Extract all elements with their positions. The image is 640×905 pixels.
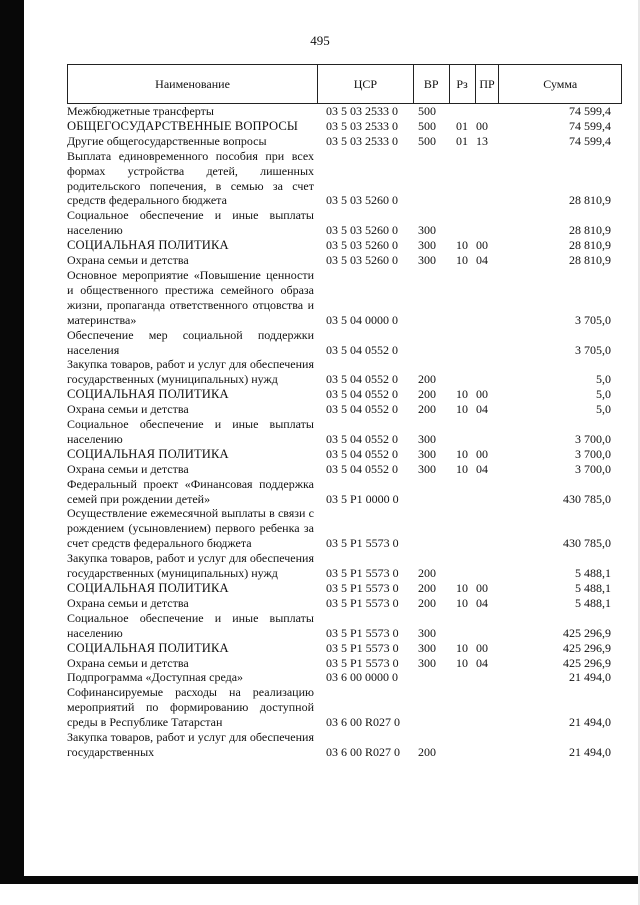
table-row (67, 551, 622, 581)
row-sum: 28 810,9 (569, 223, 611, 238)
row-csr: 03 5 04 0552 0 (326, 372, 398, 387)
row-name: Закупка товаров, работ и услуг для обеспечения государственных (муниципальных) нужд (67, 551, 314, 581)
row-rz: 10 (456, 655, 468, 670)
row-pr: 04 (476, 595, 488, 610)
row-rz: 10 (456, 253, 468, 268)
row-csr: 03 5 P1 5573 0 (326, 581, 399, 595)
row-sum: 21 494,0 (569, 744, 611, 759)
row-sum: 3 705,0 (575, 312, 611, 327)
table-row (67, 656, 622, 671)
row-rz: 10 (456, 640, 468, 655)
row-pr: 00 (476, 238, 488, 253)
table-row (67, 417, 622, 447)
row-csr: 03 5 04 0552 0 (326, 461, 398, 476)
row-csr: 03 5 03 5260 0 (326, 193, 398, 208)
row-sum: 425 296,9 (563, 640, 611, 655)
row-sum: 74 599,4 (569, 118, 611, 133)
row-name: Закупка товаров, работ и услуг для обеспечения государственных (муниципальных) нужд (67, 357, 314, 387)
row-vr: 200 (418, 744, 436, 759)
row-vr: 200 (418, 402, 436, 417)
table-row (67, 268, 622, 328)
row-csr: 03 5 04 0552 0 (326, 402, 398, 417)
row-name: СОЦИАЛЬНАЯ ПОЛИТИКА (67, 581, 229, 595)
row-rz: 01 (456, 133, 468, 148)
row-name: СОЦИАЛЬНАЯ ПОЛИТИКА (67, 387, 229, 402)
row-sum: 5 488,1 (575, 581, 611, 595)
row-sum: 5 488,1 (575, 566, 611, 581)
table-row (67, 447, 622, 462)
row-vr: 300 (418, 431, 436, 446)
row-pr: 00 (476, 581, 488, 595)
row-vr: 500 (418, 118, 436, 133)
row-name: ОБЩЕГОСУДАРСТВЕННЫЕ ВОПРОСЫ (67, 118, 298, 133)
row-pr: 00 (476, 118, 488, 133)
row-vr: 500 (418, 133, 436, 148)
row-csr: 03 5 P1 5573 0 (326, 536, 399, 551)
row-sum: 5,0 (596, 402, 611, 417)
row-csr: 03 5 04 0552 0 (326, 446, 398, 461)
header-pr: ПР (476, 65, 500, 103)
row-rz: 10 (456, 461, 468, 476)
row-sum: 3 705,0 (575, 342, 611, 357)
row-name: Другие общегосударственные вопросы (67, 133, 267, 148)
row-vr: 200 (418, 595, 436, 610)
row-sum: 3 700,0 (575, 461, 611, 476)
row-vr: 300 (418, 223, 436, 238)
row-sum: 28 810,9 (569, 238, 611, 253)
row-name: Обеспечение мер социальной поддержки населения (67, 327, 314, 357)
scan-left-edge (0, 0, 24, 884)
table-row (67, 149, 622, 209)
row-pr: 04 (476, 402, 488, 417)
table-body (67, 104, 622, 760)
row-sum: 3 700,0 (575, 431, 611, 446)
row-name: Охрана семьи и детства (67, 655, 189, 670)
row-rz: 01 (456, 118, 468, 133)
table-row (67, 328, 622, 358)
row-csr: 03 5 P1 5573 0 (326, 640, 399, 655)
row-vr: 300 (418, 655, 436, 670)
row-name: Федеральный проект «Финансовая поддержка семей при рождении детей» (67, 476, 314, 506)
row-pr: 13 (476, 133, 488, 148)
row-sum: 425 296,9 (563, 655, 611, 670)
table-row (67, 208, 622, 238)
table-row (67, 730, 622, 760)
row-csr: 03 5 03 2533 0 (326, 133, 398, 148)
row-name: Закупка товаров, работ и услуг для обеспечения государственных (67, 730, 314, 759)
header-vr: ВР (414, 65, 450, 103)
row-csr: 03 5 04 0552 0 (326, 342, 398, 357)
row-sum: 3 700,0 (575, 446, 611, 461)
row-csr: 03 5 04 0000 0 (326, 312, 398, 327)
header-sum: Сумма (543, 76, 578, 91)
row-pr: 00 (476, 640, 488, 655)
table-header (67, 64, 622, 104)
row-name: Межбюджетные трансферты (67, 104, 214, 118)
row-sum: 430 785,0 (563, 491, 611, 506)
table-row (67, 134, 622, 149)
row-sum: 425 296,9 (563, 625, 611, 640)
table-row (67, 104, 622, 119)
row-vr: 300 (418, 238, 436, 253)
row-csr: 03 5 P1 5573 0 (326, 566, 399, 581)
row-sum: 5 488,1 (575, 595, 611, 610)
row-name: СОЦИАЛЬНАЯ ПОЛИТИКА (67, 640, 229, 655)
scan-bottom-edge (0, 876, 640, 884)
row-vr: 300 (418, 625, 436, 640)
row-name: Охрана семьи и детства (67, 402, 189, 417)
row-csr: 03 5 03 2533 0 (326, 118, 398, 133)
row-vr: 200 (418, 372, 436, 387)
row-vr: 300 (418, 253, 436, 268)
page-number: 495 (310, 33, 330, 48)
row-pr: 04 (476, 655, 488, 670)
table-row (67, 402, 622, 417)
row-name: Охрана семьи и детства (67, 461, 189, 476)
table-row (67, 462, 622, 477)
table-row (67, 357, 622, 387)
row-sum: 5,0 (596, 372, 611, 387)
row-rz: 10 (456, 238, 468, 253)
header-rz: Рз (450, 65, 476, 103)
table-row (67, 596, 622, 611)
budget-table (67, 64, 622, 760)
table-row (67, 581, 622, 596)
row-sum: 74 599,4 (569, 104, 611, 118)
row-name: Выплата единовременного пособия при всех формах устройства детей, лишенных родительского попечения, в семью за счет средств федерального бюджета (67, 148, 314, 208)
table-row (67, 387, 622, 402)
row-sum: 5,0 (596, 387, 611, 402)
row-pr: 00 (476, 387, 488, 402)
row-csr: 03 5 P1 5573 0 (326, 625, 399, 640)
row-vr: 500 (418, 104, 436, 118)
row-name: Осуществление ежемесячной выплаты в связи с рождением (усыновлением) первого ребенка за счет средств федерального бюджета (67, 506, 314, 551)
row-vr: 200 (418, 581, 436, 595)
table-row (67, 119, 622, 134)
row-pr: 04 (476, 253, 488, 268)
scan-bottom-margin (0, 884, 640, 905)
row-csr: 03 5 P1 5573 0 (326, 655, 399, 670)
row-sum: 21 494,0 (569, 670, 611, 685)
row-sum: 28 810,9 (569, 253, 611, 268)
row-name: Софинансируемые расходы на реализацию мероприятий по формированию доступной среды в Республике Татарстан (67, 685, 314, 730)
row-csr: 03 5 03 2533 0 (326, 104, 398, 118)
row-csr: 03 6 00 R027 0 (326, 715, 401, 730)
row-csr: 03 5 03 5260 0 (326, 238, 398, 253)
row-csr: 03 6 00 R027 0 (326, 744, 401, 759)
row-name: СОЦИАЛЬНАЯ ПОЛИТИКА (67, 446, 229, 461)
row-name: Подпрограмма «Доступная среда» (67, 670, 244, 685)
row-sum: 74 599,4 (569, 133, 611, 148)
row-csr: 03 5 04 0552 0 (326, 431, 398, 446)
row-rz: 10 (456, 595, 468, 610)
row-csr: 03 6 00 0000 0 (326, 670, 398, 685)
row-vr: 300 (418, 461, 436, 476)
row-vr: 200 (418, 566, 436, 581)
table-row (67, 253, 622, 268)
row-vr: 300 (418, 446, 436, 461)
row-pr: 04 (476, 461, 488, 476)
row-name: Социальное обеспечение и иные выплаты населению (67, 208, 314, 238)
row-name: Охрана семьи и детства (67, 253, 189, 268)
row-name: Основное мероприятие «Повышение ценности и общественного престижа семейного образа жизни, пропаганда ответственного отцовства и материнства» (67, 267, 314, 327)
row-name: СОЦИАЛЬНАЯ ПОЛИТИКА (67, 238, 229, 253)
row-sum: 21 494,0 (569, 715, 611, 730)
row-rz: 10 (456, 446, 468, 461)
table-row (67, 670, 622, 685)
row-rz: 10 (456, 402, 468, 417)
row-csr: 03 5 P1 5573 0 (326, 595, 399, 610)
table-row (67, 238, 622, 253)
header-csr: ЦСР (318, 65, 414, 103)
row-rz: 10 (456, 387, 468, 402)
row-vr: 300 (418, 640, 436, 655)
header-name: Наименование (68, 65, 318, 103)
table-row (67, 477, 622, 507)
row-csr: 03 5 03 5260 0 (326, 223, 398, 238)
table-row (67, 506, 622, 551)
table-row (67, 611, 622, 641)
table-row (67, 641, 622, 656)
table-row (67, 685, 622, 730)
row-rz: 10 (456, 581, 468, 595)
row-pr: 00 (476, 446, 488, 461)
row-name: Охрана семьи и детства (67, 595, 189, 610)
row-sum: 430 785,0 (563, 536, 611, 551)
row-csr: 03 5 03 5260 0 (326, 253, 398, 268)
row-sum: 28 810,9 (569, 193, 611, 208)
row-name: Социальное обеспечение и иные выплаты населению (67, 610, 314, 640)
row-vr: 200 (418, 387, 436, 402)
row-csr: 03 5 04 0552 0 (326, 387, 398, 402)
row-name: Социальное обеспечение и иные выплаты населению (67, 417, 314, 446)
row-csr: 03 5 P1 0000 0 (326, 491, 399, 506)
